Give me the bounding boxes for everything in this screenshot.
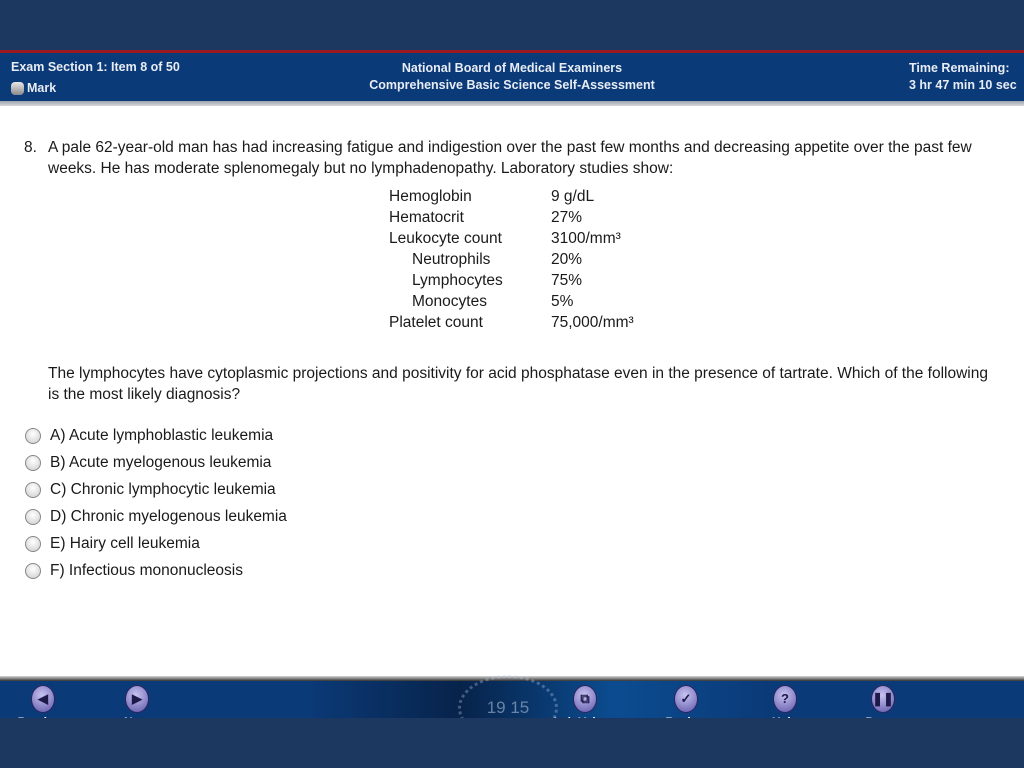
org-name: National Board of Medical Examiners [401, 61, 623, 75]
lab-results-table [386, 188, 634, 335]
lab-name: Hemoglobin [389, 188, 472, 205]
option-label: D) Chronic myelogenous leukemia [50, 507, 287, 525]
lab-row [386, 293, 634, 314]
lab-value: 5% [551, 293, 574, 310]
navigation-toolbar [0, 681, 1024, 718]
option-label: C) Chronic lymphocytic leukemia [50, 480, 276, 498]
lab-name: Neutrophils [412, 251, 491, 268]
option-label: B) Acute myelogenous leukemia [50, 453, 272, 471]
mark-label: Mark [27, 81, 57, 95]
lab-name: Leukocyte count [389, 230, 502, 247]
lab-name: Platelet count [389, 314, 483, 331]
help-icon: ? [773, 685, 797, 713]
question-panel [0, 106, 1024, 676]
radio-button-icon[interactable] [25, 509, 41, 525]
lab-row [386, 251, 634, 272]
previous-icon: ◀ [31, 685, 55, 713]
lab-name: Lymphocytes [412, 272, 503, 289]
bottom-band [0, 718, 1024, 768]
lab-row [386, 272, 634, 293]
answer-option[interactable] [25, 557, 287, 584]
radio-button-icon[interactable] [25, 455, 41, 471]
lab-row [386, 314, 634, 335]
answer-option[interactable] [25, 449, 287, 476]
pause-icon: ❚❚ [871, 685, 895, 713]
lab-name: Hematocrit [389, 209, 464, 226]
lab-value: 75,000/mm³ [551, 314, 634, 331]
question-stem: A pale 62-year-old man has had increasing fatigue and indigestion over the past few months and decreasing appetite over the past few weeks. He has moderate splenomegaly but no lymphadenopathy. Laboratory studies show: [48, 139, 972, 177]
question-prompt: The lymphocytes have cytoplasmic projections and positivity for acid phosphatase even in the presence of tartrate. Which of the following is the most likely diagnosis? [48, 365, 988, 403]
option-label: A) Acute lymphoblastic leukemia [50, 426, 274, 444]
radio-button-icon[interactable] [25, 563, 41, 579]
lab-value: 3100/mm³ [551, 230, 621, 247]
option-label: F) Infectious mononucleosis [50, 561, 243, 579]
lab-values-icon: ⧉ [573, 685, 597, 713]
option-label: E) Hairy cell leukemia [50, 534, 200, 552]
item-counter: Exam Section 1: Item 8 of 50 [11, 60, 180, 74]
lab-value: 20% [551, 251, 583, 268]
nbme-seal-logo: 19 15 [458, 675, 558, 741]
answer-option[interactable] [25, 503, 287, 530]
review-icon: ✓ [674, 685, 698, 713]
time-remaining: 3 hr 47 min 10 sec [909, 78, 1017, 92]
next-icon: ▶ [125, 685, 149, 713]
answer-options [25, 422, 287, 584]
exam-header [0, 53, 1024, 101]
lab-row [386, 188, 634, 209]
lab-value: 9 g/dL [551, 188, 595, 205]
radio-button-icon[interactable] [25, 482, 41, 498]
lab-value: 75% [551, 272, 583, 289]
lab-name: Monocytes [412, 293, 487, 310]
lab-row [386, 230, 634, 251]
answer-option[interactable] [25, 476, 287, 503]
time-label: Time Remaining: [909, 61, 1010, 75]
radio-button-icon[interactable] [25, 428, 41, 444]
exam-title: Comprehensive Basic Science Self-Assessment [369, 78, 655, 92]
lab-value: 27% [551, 209, 583, 226]
question-number: 8. [24, 139, 37, 156]
answer-option[interactable] [25, 530, 287, 557]
radio-button-icon[interactable] [25, 536, 41, 552]
lab-row [386, 209, 634, 230]
top-band [0, 0, 1024, 50]
answer-option[interactable] [25, 422, 287, 449]
